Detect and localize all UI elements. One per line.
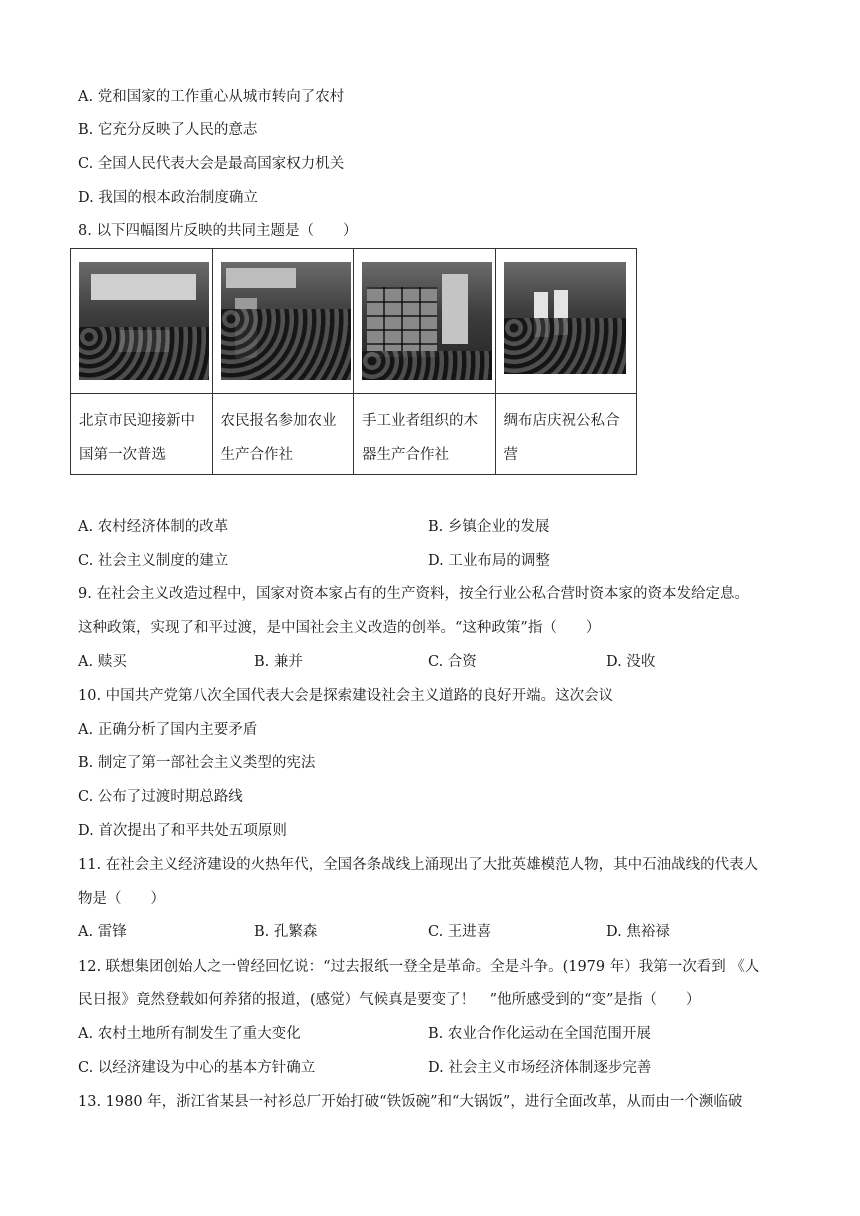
q9-option-b: B. 兼并 bbox=[254, 654, 303, 670]
q8-option-b: B. 乡镇企业的发展 bbox=[428, 519, 550, 535]
picture-cell-3 bbox=[354, 249, 496, 394]
q7-option-d: D. 我国的根本政治制度确立 bbox=[78, 190, 258, 206]
q12-option-c: C. 以经济建设为中心的基本方针确立 bbox=[78, 1060, 316, 1076]
picture-cell-1 bbox=[71, 249, 213, 394]
caption-1: 北京市民迎接新中国第一次普选 bbox=[79, 413, 195, 463]
q11-option-d: D. 焦裕禄 bbox=[606, 924, 670, 940]
photo-fabric-store-celebration bbox=[504, 262, 626, 374]
q9-option-a: A. 赎买 bbox=[78, 654, 127, 670]
q10-option-b: B. 制定了第一部社会主义类型的宪法 bbox=[78, 755, 316, 771]
q9-stem-line2: 这种政策，实现了和平过渡，是中国社会主义改造的创举。“这种政策”指（ ） bbox=[78, 620, 601, 636]
caption-2: 农民报名参加农业生产合作社 bbox=[220, 413, 337, 463]
q7-option-b: B. 它充分反映了人民的意志 bbox=[78, 122, 258, 138]
q12-stem-line2: 民日报》竟然登载如何养猪的报道，(感觉）气候真是要变了！ ”他所感受到的“变”是指（ ） bbox=[78, 992, 701, 1008]
photo-woodwork-cooperative bbox=[362, 262, 492, 380]
q8-option-d: D. 工业布局的调整 bbox=[428, 553, 550, 569]
caption-3: 手工业者组织的木器生产合作社 bbox=[362, 413, 478, 463]
q12-option-a: A. 农村土地所有制发生了重大变化 bbox=[78, 1026, 301, 1042]
q11-option-c: C. 王进喜 bbox=[428, 924, 492, 940]
q10-option-c: C. 公布了过渡时期总路线 bbox=[78, 789, 243, 805]
q11-stem-line2: 物是（ ） bbox=[78, 891, 165, 907]
q9-option-c: C. 合资 bbox=[428, 654, 477, 670]
q12-option-b: B. 农业合作化运动在全国范围开展 bbox=[428, 1026, 651, 1042]
photo-farmers-registering bbox=[221, 262, 351, 380]
q8-picture-table bbox=[70, 248, 637, 475]
q9-stem-line1: 9. 在社会主义改造过程中，国家对资本家占有的生产资料，按全行业公私合营时资本家的资本发给定息。 bbox=[78, 586, 749, 602]
caption-4: 绸布店庆祝公私合营 bbox=[503, 413, 620, 463]
q8-option-a: A. 农村经济体制的改革 bbox=[78, 519, 229, 535]
q11-option-a: A. 雷锋 bbox=[78, 924, 127, 940]
picture-cell-4 bbox=[495, 249, 637, 394]
q8-stem: 8. 以下四幅图片反映的共同主题是（ ） bbox=[78, 223, 358, 239]
q13-stem-line1: 13. 1980 年，浙江省某县一衬衫总厂开始打破“铁饭碗”和“大锅饭”，进行全面改革，从而由一个濒临破 bbox=[78, 1094, 743, 1110]
photo-election-parade bbox=[79, 262, 209, 380]
q12-option-d: D. 社会主义市场经济体制逐步完善 bbox=[428, 1060, 652, 1076]
q10-option-a: A. 正确分析了国内主要矛盾 bbox=[78, 722, 258, 738]
picture-cell-2 bbox=[212, 249, 354, 394]
q7-option-a: A. 党和国家的工作重心从城市转向了农村 bbox=[78, 89, 345, 105]
q8-option-c: C. 社会主义制度的建立 bbox=[78, 553, 229, 569]
q12-stem-line1: 12. 联想集团创始人之一曾经回忆说：“过去报纸一登全是革命。全是斗争。(1979 年）我第一次看到 《人 bbox=[78, 959, 760, 975]
q10-option-d: D. 首次提出了和平共处五项原则 bbox=[78, 823, 287, 839]
q11-stem-line1: 11. 在社会主义经济建设的火热年代，全国各条战线上涌现出了大批英雄模范人物，其中石油战线的代表人 bbox=[78, 857, 759, 873]
q10-stem: 10. 中国共产党第八次全国代表大会是探索建设社会主义道路的良好开端。这次会议 bbox=[78, 688, 614, 704]
q11-option-b: B. 孔繁森 bbox=[254, 924, 318, 940]
q9-option-d: D. 没收 bbox=[606, 654, 656, 670]
q7-option-c: C. 全国人民代表大会是最高国家权力机关 bbox=[78, 156, 345, 172]
